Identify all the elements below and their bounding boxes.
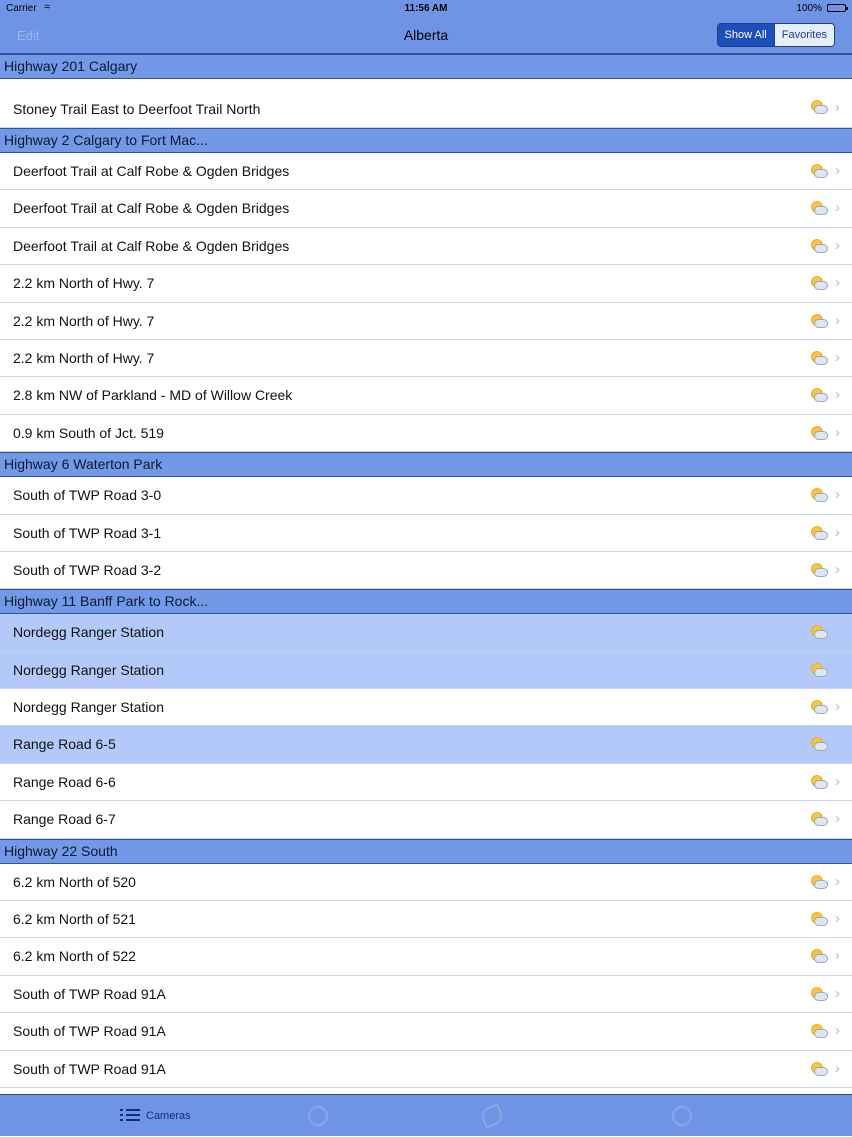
partly-cloudy-icon [810, 240, 828, 254]
wifi-icon: ≈ [44, 1, 51, 13]
camera-row-label: South of TWP Road 3-2 [13, 561, 162, 578]
camera-row-label: 0.9 km South of Jct. 519 [13, 424, 164, 441]
partly-cloudy-icon [810, 101, 828, 115]
camera-row-label: Deerfoot Trail at Calf Robe & Ogden Bridges [13, 200, 290, 217]
partly-cloudy-icon [810, 315, 828, 329]
camera-row[interactable] [0, 764, 852, 801]
chevron-right-icon: › [835, 560, 840, 578]
partly-cloudy-icon [810, 165, 828, 179]
section-header: Highway 11 Banff Park to Rock... [0, 589, 852, 614]
chevron-right-icon: › [835, 386, 840, 404]
camera-row[interactable] [0, 552, 852, 589]
partly-cloudy-icon [810, 913, 828, 927]
edit-button[interactable]: Edit [17, 28, 40, 43]
camera-row-label: Deerfoot Trail at Calf Robe & Ogden Bridges [13, 163, 290, 179]
partly-cloudy-icon [810, 876, 828, 890]
camera-row[interactable] [0, 901, 852, 938]
page-title: Alberta [403, 27, 449, 43]
camera-row[interactable] [0, 228, 852, 265]
partly-cloudy-icon [810, 626, 828, 640]
chevron-right-icon: › [835, 423, 840, 441]
chevron-right-icon: › [835, 99, 840, 116]
partly-cloudy-icon [810, 427, 828, 441]
chevron-right-icon: › [835, 311, 840, 329]
partly-cloudy-icon [810, 701, 828, 715]
section-header: Highway 2 Calgary to Fort Mac... [0, 128, 852, 153]
camera-row-label: Range Road 6-6 [13, 773, 116, 790]
camera-row[interactable] [0, 652, 852, 689]
camera-row-label: 2.2 km North of Hwy. 7 [13, 275, 155, 292]
camera-row-label: South of TWP Road 3-0 [13, 487, 162, 504]
tab-settings[interactable] [672, 1095, 692, 1137]
tab-leaf[interactable] [482, 1095, 502, 1137]
camera-row-label: Stoney Trail East to Deerfoot Trail North [13, 101, 261, 117]
gear-icon [672, 1106, 692, 1126]
camera-row-label: South of TWP Road 91A [13, 1023, 166, 1040]
partly-cloudy-icon [810, 988, 828, 1002]
partly-cloudy-icon [810, 489, 828, 503]
chevron-right-icon: › [835, 984, 840, 1002]
filter-segmented-control [717, 23, 835, 47]
camera-row[interactable] [0, 303, 852, 340]
battery-icon [827, 4, 846, 12]
partly-cloudy-icon [810, 202, 828, 216]
chevron-right-icon: › [835, 1059, 840, 1077]
camera-row-label: Nordegg Ranger Station [13, 699, 164, 716]
camera-row[interactable] [0, 864, 852, 901]
camera-row[interactable] [0, 477, 852, 514]
partly-cloudy-icon [810, 564, 828, 578]
chevron-right-icon: › [835, 698, 840, 716]
chevron-right-icon: › [835, 236, 840, 254]
partly-cloudy-icon [810, 389, 828, 403]
camera-row[interactable] [0, 689, 852, 726]
camera-row-label: Range Road 6-5 [13, 736, 116, 753]
chevron-right-icon: › [835, 947, 840, 965]
status-time: 11:56 AM [404, 3, 448, 14]
section-header: Highway 201 Calgary [0, 54, 852, 79]
camera-row[interactable] [0, 265, 852, 302]
chevron-right-icon: › [835, 523, 840, 541]
navigation-bar [0, 18, 852, 54]
chevron-right-icon: › [835, 872, 840, 890]
camera-row[interactable] [0, 976, 852, 1013]
tab-bar [0, 1094, 852, 1136]
camera-row-label: South of TWP Road 91A [13, 1060, 166, 1077]
status-bar [0, 0, 852, 18]
camera-row-label: Nordegg Ranger Station [13, 624, 164, 641]
section-header: Highway 6 Waterton Park [0, 452, 852, 477]
chevron-right-icon: › [835, 910, 840, 928]
partly-cloudy-icon [810, 1025, 828, 1039]
tab-cameras[interactable] [120, 1095, 191, 1137]
camera-row[interactable] [0, 79, 852, 128]
camera-row-label: Nordegg Ranger Station [13, 661, 164, 678]
partly-cloudy-icon [810, 813, 828, 827]
camera-row[interactable] [0, 190, 852, 227]
camera-row-label: 2.2 km North of Hwy. 7 [13, 349, 155, 366]
camera-list[interactable] [0, 54, 852, 1094]
camera-row[interactable] [0, 614, 852, 651]
clock-icon [308, 1106, 328, 1126]
camera-row-label: 2.2 km North of Hwy. 7 [13, 312, 155, 329]
camera-row[interactable] [0, 1051, 852, 1088]
chevron-right-icon: › [835, 348, 840, 366]
camera-row[interactable] [0, 726, 852, 763]
camera-row[interactable] [0, 801, 852, 838]
chevron-right-icon: › [835, 1022, 840, 1040]
partly-cloudy-icon [810, 527, 828, 541]
partly-cloudy-icon [810, 664, 828, 678]
camera-row[interactable] [0, 340, 852, 377]
camera-row[interactable] [0, 377, 852, 414]
favorites-segment[interactable]: Favorites [774, 24, 834, 46]
partly-cloudy-icon [810, 352, 828, 366]
camera-row[interactable] [0, 938, 852, 975]
partly-cloudy-icon [810, 1063, 828, 1077]
camera-row-label: 6.2 km North of 522 [13, 948, 136, 965]
list-icon [120, 1106, 140, 1126]
chevron-right-icon: › [835, 199, 840, 217]
tab-cameras-label: Cameras [146, 1110, 191, 1122]
partly-cloudy-icon [810, 738, 828, 752]
partly-cloudy-icon [810, 950, 828, 964]
camera-row-label: South of TWP Road 91A [13, 985, 166, 1002]
camera-row-label: Range Road 6-7 [13, 811, 116, 828]
chevron-right-icon: › [835, 162, 840, 179]
leaf-icon [479, 1103, 505, 1129]
chevron-right-icon: › [835, 486, 840, 504]
camera-row[interactable] [0, 415, 852, 452]
carrier-label: Carrier [6, 3, 37, 14]
camera-row-label: 6.2 km North of 521 [13, 911, 136, 928]
show-all-segment[interactable]: Show All [718, 24, 774, 46]
chevron-right-icon: › [835, 274, 840, 292]
camera-row[interactable] [0, 153, 852, 190]
camera-row-label: 2.8 km NW of Parkland - MD of Willow Creek [13, 387, 293, 404]
section-header: Highway 22 South [0, 839, 852, 864]
partly-cloudy-icon [810, 776, 828, 790]
tab-clock[interactable] [308, 1095, 328, 1137]
chevron-right-icon: › [835, 772, 840, 790]
camera-row[interactable] [0, 515, 852, 552]
chevron-right-icon: › [835, 810, 840, 828]
camera-row-label: South of TWP Road 3-1 [13, 524, 162, 541]
camera-row-label: Deerfoot Trail at Calf Robe & Ogden Bridges [13, 237, 290, 254]
partly-cloudy-icon [810, 277, 828, 291]
camera-row-label: 6.2 km North of 520 [13, 873, 136, 890]
camera-row[interactable] [0, 1013, 852, 1050]
battery-percent: 100% [796, 3, 822, 14]
